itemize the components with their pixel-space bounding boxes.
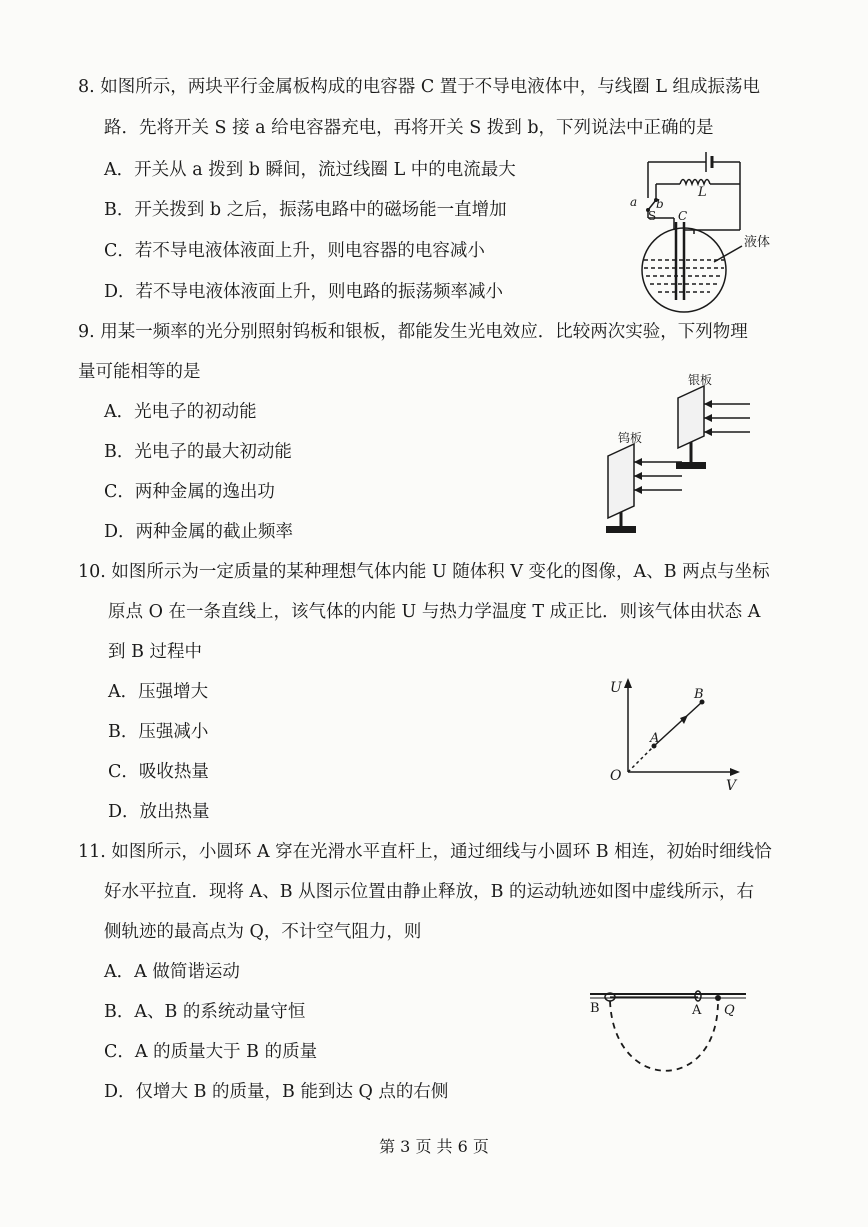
q8-option-a: A．开关从 a 拨到 b 瞬间，流过线圈 L 中的电流最大: [104, 160, 516, 180]
q8-option-c: C．若不导电液体液面上升，则电容器的电容减小: [104, 241, 485, 261]
q10-stem-line1: 10. 如图所示为一定质量的某种理想气体内能 U 随体积 V 变化的图像，A、B 两点与坐标: [78, 562, 770, 582]
q9-label-silver: 银板: [688, 373, 713, 387]
q8-label-c: C: [678, 209, 688, 223]
q11-label-b: B: [590, 1001, 600, 1016]
q9-option-b: B．光电子的最大初动能: [104, 442, 292, 462]
q10-label-a: A: [650, 731, 660, 746]
q9-photoelectric-figure: [600, 370, 770, 540]
q11-stem-line1: 11. 如图所示，小圆环 A 穿在光滑水平直杆上，通过细线与小圆环 B 相连，初始时细线恰: [78, 842, 772, 862]
q9-number: 9.: [78, 322, 95, 342]
q10-number: 10.: [78, 562, 106, 582]
q11-option-c: C．A 的质量大于 B 的质量: [104, 1042, 318, 1062]
q11-option-b: B．A、B 的系统动量守恒: [104, 1002, 306, 1022]
q8-label-liquid: 液体: [744, 235, 771, 250]
q10-option-a: A．压强增大: [108, 682, 209, 702]
q10-option-d: D．放出热量: [108, 802, 210, 822]
q8-stem-line1: 8. 如图所示，两块平行金属板构成的电容器 C 置于不导电液体中，与线圈 L 组成振荡电: [78, 77, 761, 97]
q11-rod-ring-figure: [586, 984, 766, 1084]
q10-option-b: B．压强减小: [108, 722, 209, 742]
q10-option-c: C．吸收热量: [108, 762, 209, 782]
q9-stem-line2: 量可能相等的是: [78, 362, 201, 382]
q11-label-q: Q: [724, 1003, 735, 1018]
q8-lc-circuit-figure: [618, 150, 788, 310]
q8-option-d: D．若不导电液体液面上升，则电路的振荡频率减小: [104, 282, 504, 302]
q10-stem-line3: 到 B 过程中: [108, 642, 202, 662]
page-footer: 第 3 页 共 6 页: [379, 1137, 489, 1156]
q11-stem-line3: 侧轨迹的最高点为 Q，不计空气阻力，则: [104, 922, 422, 942]
q8-label-s: S: [648, 209, 657, 223]
q9-stem-line1: 9. 用某一频率的光分别照射钨板和银板，都能发生光电效应．比较两次实验，下列物理: [78, 322, 748, 342]
q9-option-a: A．光电子的初动能: [104, 402, 257, 422]
q11-label-a: A: [692, 1003, 702, 1018]
q8-label-a: a: [630, 195, 638, 209]
q9-option-d: D．两种金属的截止频率: [104, 522, 294, 542]
q11-option-d: D．仅增大 B 的质量，B 能到达 Q 点的右侧: [104, 1082, 449, 1102]
q11-stem-line2: 好水平拉直．现将 A、B 从图示位置由静止释放，B 的运动轨迹如图中虚线所示，右: [104, 882, 755, 902]
q11-option-a: A．A 做简谐运动: [104, 962, 240, 982]
q9-option-c: C．两种金属的逸出功: [104, 482, 275, 502]
q8-stem-line2: 路．先将开关 S 接 a 给电容器充电，再将开关 S 拨到 b，下列说法中正确的是: [104, 118, 714, 138]
q11-number: 11.: [78, 842, 106, 862]
q8-option-b: B．开关拨到 b 之后，振荡电路中的磁场能一直增加: [104, 200, 507, 220]
q9-label-tungsten: 钨板: [618, 431, 643, 445]
q8-label-b: b: [656, 197, 664, 211]
q10-u-v-graph-figure: [608, 670, 748, 800]
q10-label-v: V: [726, 778, 737, 794]
q10-label-u: U: [610, 680, 622, 696]
q8-number: 8.: [78, 77, 95, 97]
q10-stem-line2: 原点 O 在一条直线上，该气体的内能 U 与热力学温度 T 成正比．则该气体由状态 A: [108, 602, 761, 622]
q10-label-b: B: [694, 687, 704, 702]
q10-label-o: O: [610, 768, 622, 784]
q8-label-l: L: [698, 185, 707, 200]
